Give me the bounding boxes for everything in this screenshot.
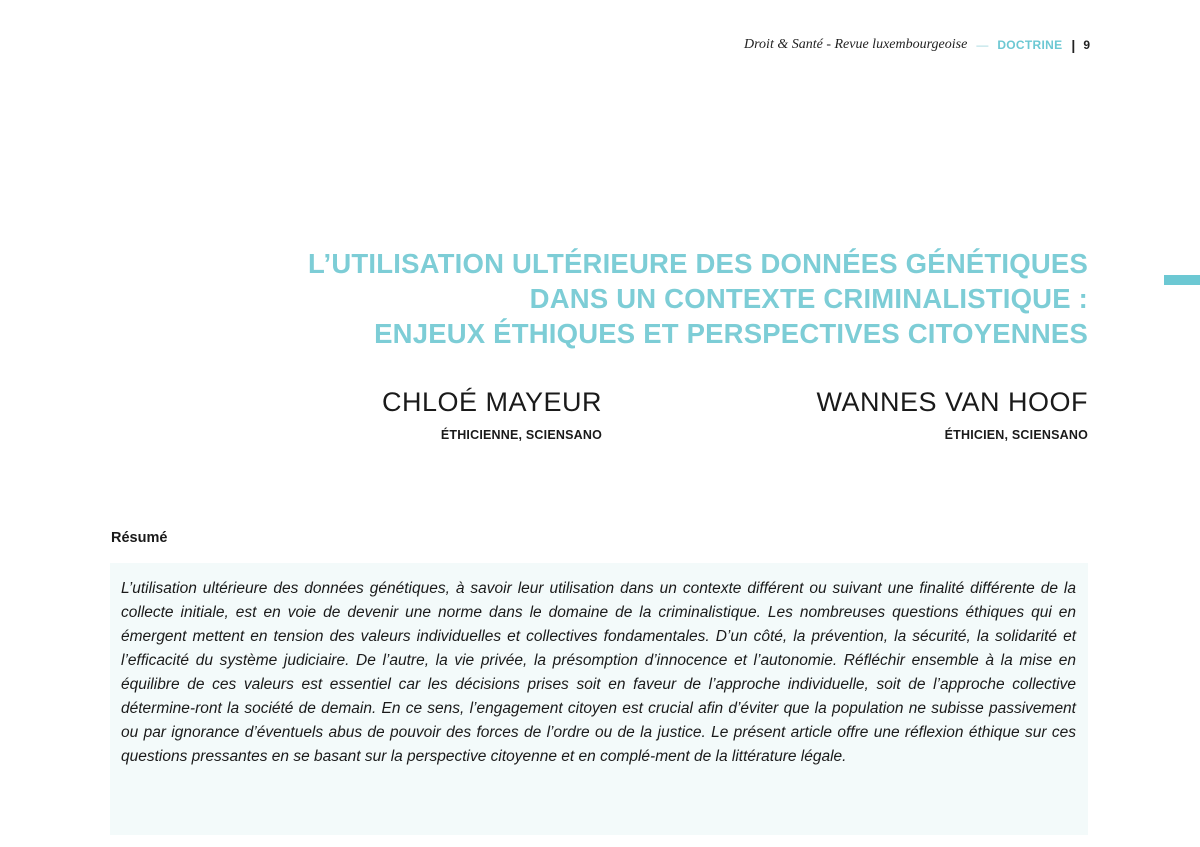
author-affiliation: ÉTHICIENNE, SCIENSANO [440, 428, 602, 442]
author-name: WANNES VAN HOOF [816, 387, 1088, 417]
journal-name: Droit & Santé - Revue luxembourgeoise [744, 37, 968, 52]
author-affiliation: ÉTHICIEN, SCIENSANO [944, 428, 1088, 442]
abstract-box [110, 563, 1088, 835]
title-line-3: ENJEUX ÉTHIQUES ET PERSPECTIVES CITOYENNES [374, 318, 1088, 349]
author-name: CHLOÉ MAYEUR [381, 387, 602, 417]
article-title [188, 246, 1088, 351]
page-number: 9 [1083, 38, 1090, 52]
abstract-text: L’utilisation ultérieure des données génétiques, à savoir leur utilisation dans un contexte différent ou suivant une finalité différente de la collecte initiale, est en voie de devenir une norme dans le domaine de la criminalistique. Les nombreuses questions éthiques qui en émergent mettent en tension des valeurs individuelles et collectives fondamentales. D’un côté, la prévention, la sécurité, la solidarité et l’efficacité du système judiciaire. De l’autre, la vie privée, la présomption d’innocence et l’autonomie. Réfléchir ensemble à la mise en équilibre de ces valeurs est essentiel car les décisions prises soit en faveur de l’approche individuelle, soit de l’approche collective détermine-ront la société de demain. En ce sens, l’engagement citoyen est crucial afin d’éviter que la population ne subisse passivement ou par ignorance d’éventuels abus de pouvoir des forces de l’ordre ou de la justice. Le présent article offre une réflexion éthique sur ces questions pressantes en se basant sur la perspective citoyenne et en complé-ment de la littérature légale. [121, 580, 1076, 765]
running-header [744, 36, 1090, 54]
title-line-1: L’UTILISATION ULTÉRIEURE DES DONNÉES GÉNÉTIQUES [308, 248, 1088, 279]
header-dash: — [976, 38, 989, 52]
title-line-2: DANS UN CONTEXTE CRIMINALISTIQUE : [529, 283, 1088, 314]
author-block-1 [382, 384, 602, 442]
abstract-heading: Résumé [111, 530, 168, 546]
header-separator: | [1071, 37, 1076, 53]
section-edge-tab [1164, 275, 1200, 285]
author-block-2 [816, 384, 1088, 442]
section-label: DOCTRINE [997, 38, 1063, 52]
